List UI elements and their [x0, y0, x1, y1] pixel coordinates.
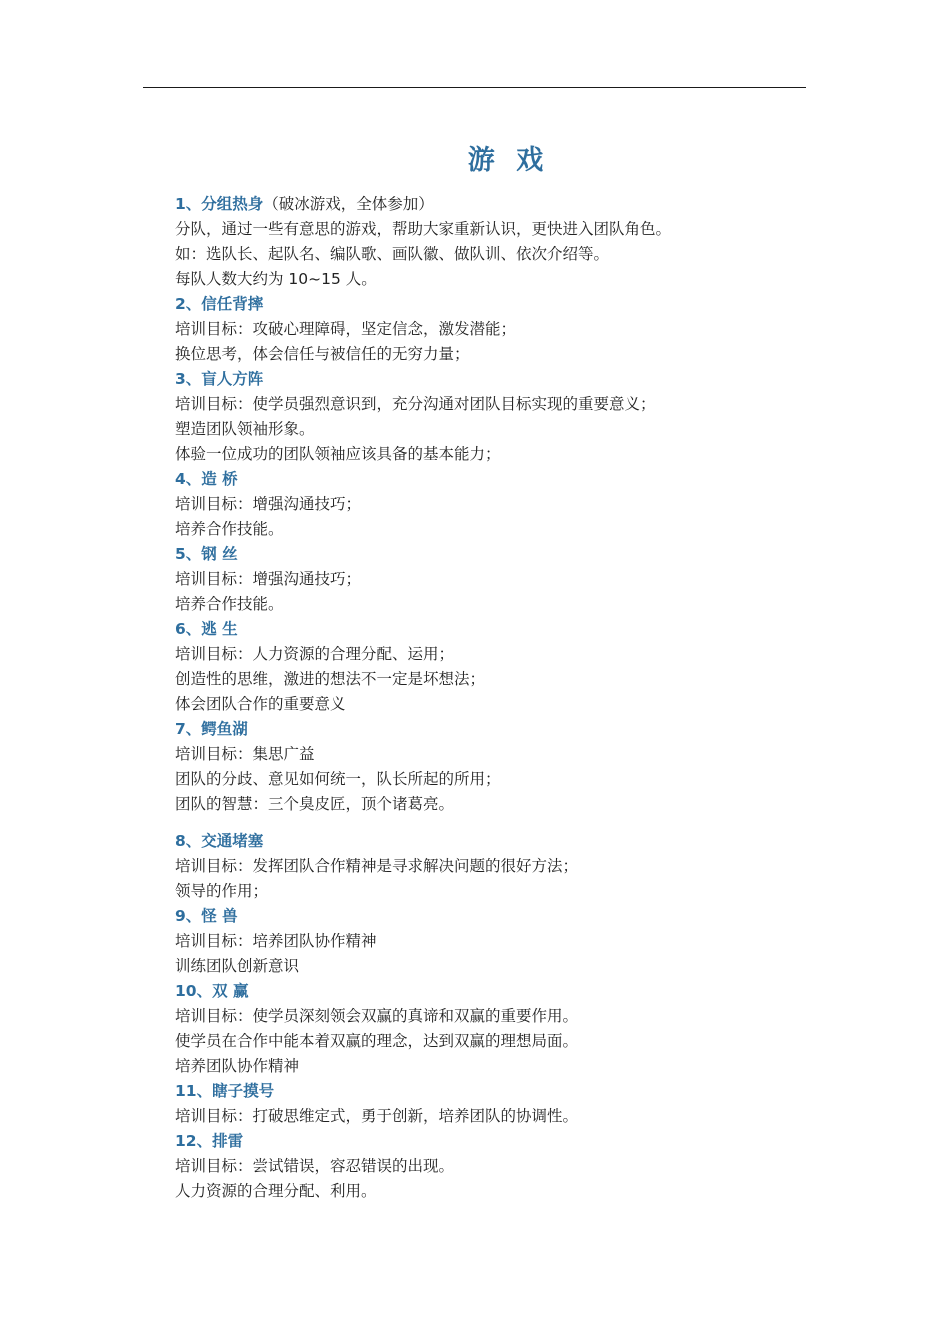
section-heading: 2、信任背摔 [175, 295, 264, 313]
body-line: 培训目标：增强沟通技巧； [175, 495, 362, 513]
body-line: 换位思考，体会信任与被信任的无穷力量； [175, 345, 470, 363]
body-line: 体验一位成功的团队领袖应该具备的基本能力； [175, 445, 501, 463]
section-10 [175, 979, 815, 1079]
body-line: 创造性的思维，激进的想法不一定是坏想法； [175, 670, 486, 688]
section-heading: 6、逃 生 [175, 620, 238, 638]
section-heading: 8、交通堵塞 [175, 832, 264, 850]
section-heading: 10、双 赢 [175, 982, 249, 1000]
body-line: 培训目标：尝试错误，容忍错误的出现。 [175, 1157, 455, 1175]
section-heading: 7、鳄鱼湖 [175, 720, 248, 738]
body-line: 团队的智慧：三个臭皮匠，顶个诸葛亮。 [175, 795, 455, 813]
section-heading: 1、分组热身（破冰游戏，全体参加） [175, 195, 434, 213]
body-line: 人力资源的合理分配、利用。 [175, 1182, 377, 1200]
section-9 [175, 904, 815, 979]
section-heading: 12、排雷 [175, 1132, 244, 1150]
body-line: 体会团队合作的重要意义 [175, 695, 346, 713]
section-heading: 4、造 桥 [175, 470, 238, 488]
page-title: 游 戏 [467, 145, 550, 176]
body-line: 领导的作用； [175, 882, 269, 900]
section-note: （破冰游戏，全体参加） [263, 195, 434, 213]
section-2 [175, 292, 815, 367]
body-line: 培训目标：使学员深刻领会双赢的真谛和双赢的重要作用。 [175, 1007, 579, 1025]
section-4 [175, 467, 815, 542]
section-heading: 3、盲人方阵 [175, 370, 264, 388]
section-3 [175, 367, 815, 467]
section-heading: 11、瞎子摸号 [175, 1082, 275, 1100]
body-line: 培训目标：使学员强烈意识到，充分沟通对团队目标实现的重要意义； [175, 395, 656, 413]
body-line: 培训目标：增强沟通技巧； [175, 570, 362, 588]
section-heading: 5、钢 丝 [175, 545, 238, 563]
section-8 [175, 829, 815, 904]
body-line: 使学员在合作中能本着双赢的理念，达到双赢的理想局面。 [175, 1032, 579, 1050]
body-line: 团队的分歧、意见如何统一，队长所起的所用； [175, 770, 501, 788]
body-line: 培训目标：攻破心理障碍，坚定信念，激发潜能； [175, 320, 517, 338]
section-7 [175, 717, 815, 817]
body-line: 培训目标：打破思维定式，勇于创新，培养团队的协调性。 [175, 1107, 579, 1125]
body-line: 培训目标：发挥团队合作精神是寻求解决问题的很好方法； [175, 857, 579, 875]
section-5 [175, 542, 815, 617]
section-12 [175, 1129, 815, 1204]
body-line: 培养合作技能。 [175, 520, 284, 538]
body-line: 培训目标：人力资源的合理分配、运用； [175, 645, 455, 663]
body-line: 训练团队创新意识 [175, 957, 300, 975]
game-list [175, 192, 815, 1204]
body-line: 分队，通过一些有意思的游戏，帮助大家重新认识，更快进入团队角色。 [175, 220, 672, 238]
body-line: 如：选队长、起队名、编队歌、画队徽、做队训、依次介绍等。 [175, 245, 610, 263]
body-line: 培训目标：培养团队协作精神 [175, 932, 377, 950]
body-line: 培训目标：集思广益 [175, 745, 315, 763]
body-line: 塑造团队领袖形象。 [175, 420, 315, 438]
section-11 [175, 1079, 815, 1129]
section-6 [175, 617, 815, 717]
section-1 [175, 192, 815, 292]
section-heading: 9、怪 兽 [175, 907, 238, 925]
body-line: 培养团队协作精神 [175, 1057, 300, 1075]
body-line: 每队人数大约为 10~15 人。 [175, 270, 377, 288]
body-line: 培养合作技能。 [175, 595, 284, 613]
header-rule [143, 87, 806, 88]
